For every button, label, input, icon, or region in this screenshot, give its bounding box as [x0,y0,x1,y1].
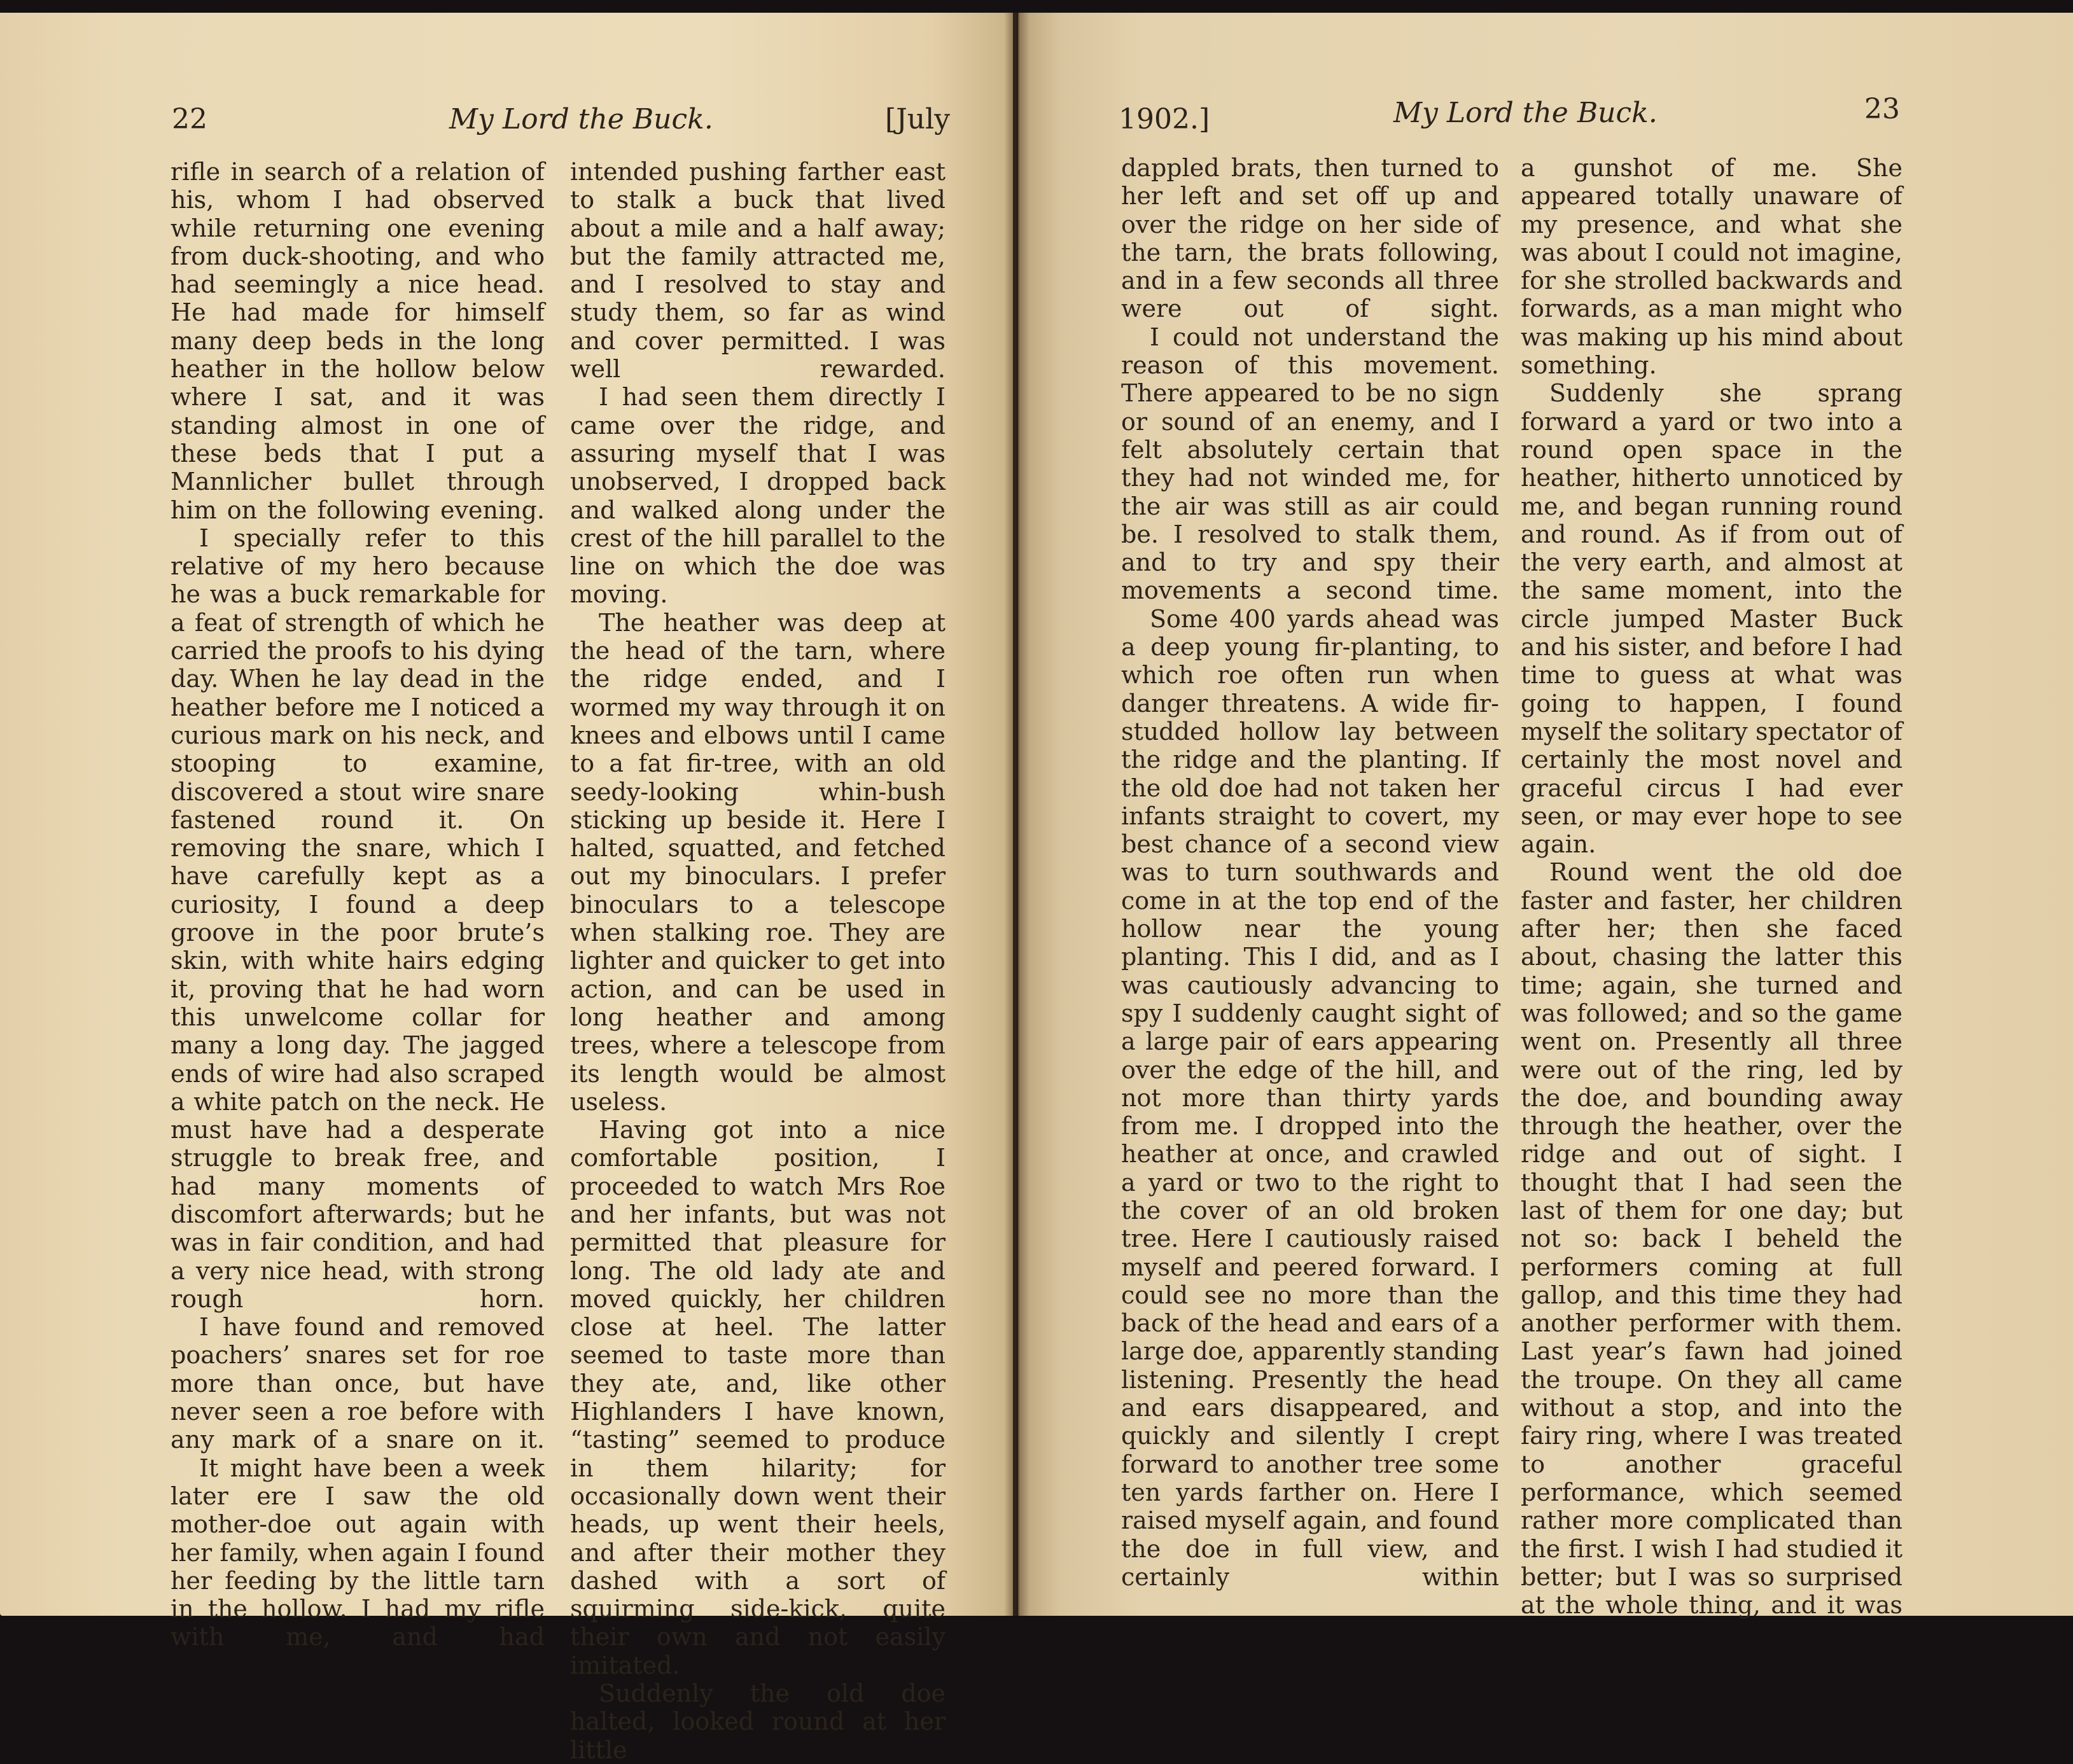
paragraph: dappled brats, then turned to her left and set off up and over the ridge on her side of the tarn, the brats following, and in a few seconds all three were out of sight. [1121,154,1499,323]
paragraph: Suddenly the old doe halted, looked round at her little [570,1679,946,1764]
date-mark: [July [885,103,951,135]
page-number: 22 [172,103,207,135]
paragraph: I had seen them directly I came over the ridge, and assuring myself that I was unobserved, I dropped back and walked along under the crest of the hill parallel to the line on which the doe was moving. [570,383,946,609]
paragraph: intended pushing farther east to stalk a buck that lived about a mile and a half away; but the family attracted me, and I resolved to stay and study them, so far as wind and cover permitted. I was well rewarded. [570,158,946,384]
paragraph: Some 400 yards ahead was a deep young fir-planting, to which roe often run when danger threatens. A wide fir-studded hollow lay between the ridge and the planting. If the old doe had not taken her infants straight to covert, my best chance of a second view was to turn southwards and come in at the top end of the hollow near the young planting. This I did, and as I was cautiously advancing to spy I suddenly caught sight of a large pair of ears appearing over the edge of the hill, and not more than thirty yards from me. I dropped into the heather at once, and crawled a yard or two to the right to the cover of an old broken tree. Here I cautiously raised myself and peered forward. I could see no more than the back of the head and ears of a large doe, apparently standing listening. Presently the head and ears disappeared, and quickly and silently I crept forward to another tree some ten yards farther on. Here I raised myself again, and found the doe in full view, and certainly within [1121,604,1499,1591]
paragraph: I specially refer to this relative of my hero because he was a buck remarkable for a feat of strength of which he carried the proofs to his dying day. When he lay dead in the heather before me I noticed a curious mark on his neck, and stooping to examine, discovered a stout wire snare fastened round it. On removing the snare, which I have carefully kept as a curiosity, I found a deep groove in the poor brute’s skin, with white hairs edging it, proving that he had worn this unwelcome collar for many a long day. The jagged ends of wire had also scraped a white patch on the neck. He must have had a desperate struggle to break free, and had many moments of discomfort afterwards; but he was in fair condition, and had a very nice head, with strong rough horn. [171,524,545,1313]
book-gutter [1004,13,1030,1616]
paragraph: I have found and removed poachers’ snares set for roe more than once, but have never seen a roe before with any mark of a snare on it. [171,1313,545,1454]
right-page [1018,13,2073,1620]
paragraph: Suddenly she sprang forward a yard or two into a round open space in the heather, hitherto unnoticed by me, and began running round and round. As if from out of the very earth, and almost at the same moment, into the circle jumped Master Buck and his sister, and before I had time to guess at what was going to happen, I found myself the solitary spectator of certainly the most novel and graceful circus I had ever seen, or may ever hope to see again. [1521,379,1902,859]
date-mark: 1902.] [1119,103,1210,135]
paragraph: The heather was deep at the head of the tarn, where the ridge ended, and I wormed my way through it on knees and elbows until I came to a fat fir-tree, with an old seedy-looking whin-bush sticking up beside it. Here I halted, squatted, and fetched out my binoculars. I prefer binoculars to a telescope when stalking roe. They are lighter and quicker to get into action, and can be used in long heather and among trees, where a telescope from its length would be almost useless. [570,608,946,1116]
left-page [0,13,1013,1764]
running-title: My Lord the Buck. [1393,97,1658,129]
paragraph: rifle in search of a relation of his, whom I had observed while returning one evening from duck-shooting, and who had seemingly a nice head. He had made for himself many deep beds in the long heather in the hollow below where I sat, and it was standing almost in one of these beds that I put a Mannlicher bullet through him on the following evening. [171,158,545,524]
paragraph: Having got into a nice comfortable position, I proceeded to watch Mrs Roe and her infants, but was not permitted that pleasure for long. The old lady ate and moved quickly, her children close at heel. The latter seemed to taste more than they ate, and, like other Highlanders I have known, “tasting” seemed to produce in them hilarity; for occasionally down went their heads, up went their heels, and after their mother they dashed with a sort of squirming side-kick, quite their own and not easily imitated. [570,1116,946,1679]
text-column-left-2 [570,158,946,1764]
paragraph: a gunshot of me. She appeared totally unaware of my presence, and what she was about I could not imagine, for she strolled backwards and forwards, as a man might who was making up his mind about something. [1521,154,1902,380]
paragraph: I could not understand the reason of this movement. There appeared to be no sign or sound of an enemy, and I felt absolutely certain that they had not winded me, for the air was still as air could be. I resolved to stalk them, and to try and spy their movements a second time. [1121,323,1499,605]
page-number: 23 [1864,93,1900,125]
paragraph: It might have been a week later ere I saw the old mother-doe out again with her family, when again I found her feeding by the little tarn in the hollow. I had my rifle with me, and had [171,1454,545,1651]
text-column-right-1 [1121,154,1499,1591]
text-column-right-2 [1521,154,1902,1619]
text-column-left-1 [171,158,545,1651]
running-title: My Lord the Buck. [449,103,713,135]
paragraph: Round went the old doe faster and faster, her children after her; then she faced about, chasing the latter this time; again, she turned and was followed; and so the game went on. Presently all three were out of the ring, led by the doe, and bounding away through the heather, over the ridge and out of sight. I thought that I had seen the last of them for one day; but not so: back I beheld the performers coming at full gallop, and this time they had another performer with them. Last year’s fawn had joined the troupe. On they all came without a stop, and into the fairy ring, where I was treated to another graceful performance, which seemed rather more complicated than the first. I wish I had studied it better; but I was so surprised at the whole thing, and it was [1521,858,1902,1620]
